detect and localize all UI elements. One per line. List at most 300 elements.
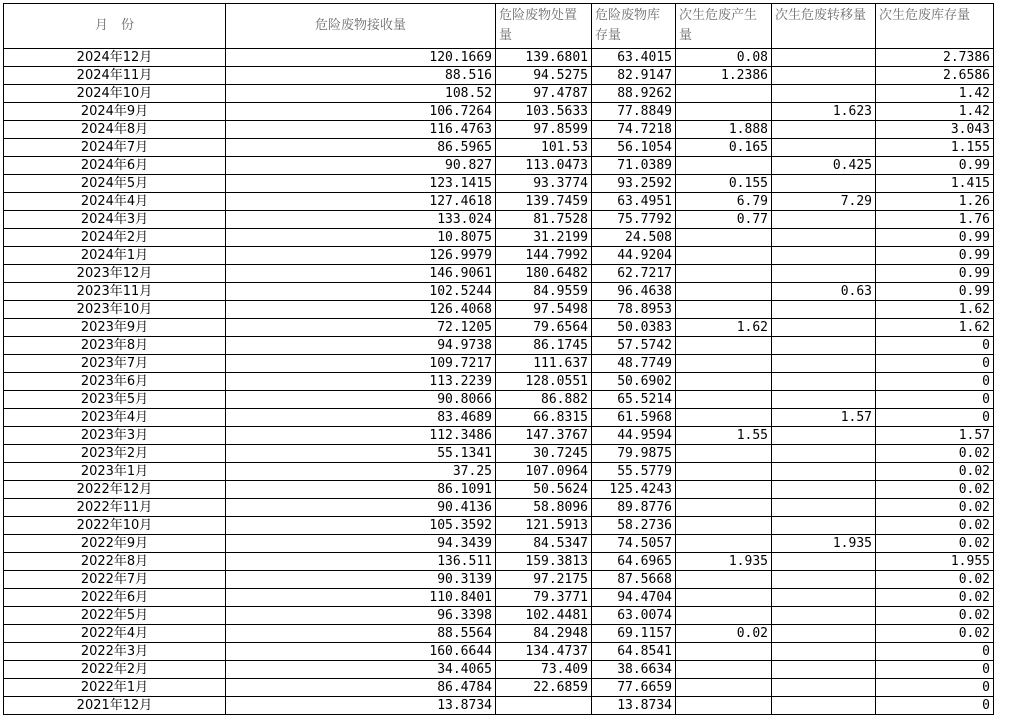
table-row bbox=[4, 319, 994, 337]
secondary-stock-cell[interactable]: 0.99 bbox=[876, 283, 994, 301]
disposed-cell[interactable]: 111.637 bbox=[496, 355, 592, 373]
disposed-cell[interactable]: 31.2199 bbox=[496, 229, 592, 247]
secondary-transferred-cell[interactable] bbox=[772, 499, 876, 517]
table-row bbox=[4, 589, 994, 607]
secondary-transferred-cell[interactable] bbox=[772, 139, 876, 157]
stock-cell[interactable]: 96.4638 bbox=[592, 283, 676, 301]
month-cell[interactable]: 2023年8月 bbox=[4, 337, 226, 355]
secondary-stock-cell[interactable]: 0 bbox=[876, 661, 994, 679]
received-cell[interactable]: 72.1205 bbox=[226, 319, 496, 337]
table-row bbox=[4, 139, 994, 157]
table-row bbox=[4, 157, 994, 175]
table-row bbox=[4, 121, 994, 139]
stock-cell[interactable]: 77.8849 bbox=[592, 103, 676, 121]
table-row bbox=[4, 409, 994, 427]
received-cell[interactable]: 90.827 bbox=[226, 157, 496, 175]
table-row bbox=[4, 283, 994, 301]
secondary-stock-cell[interactable]: 0.02 bbox=[876, 463, 994, 481]
secondary-generated-cell[interactable]: 1.888 bbox=[676, 121, 772, 139]
secondary-generated-cell[interactable] bbox=[676, 85, 772, 103]
received-cell[interactable]: 96.3398 bbox=[226, 607, 496, 625]
received-cell[interactable]: 120.1669 bbox=[226, 49, 496, 67]
received-cell[interactable]: 127.4618 bbox=[226, 193, 496, 211]
table-row bbox=[4, 607, 994, 625]
month-cell[interactable]: 2024年8月 bbox=[4, 121, 226, 139]
month-cell[interactable]: 2024年1月 bbox=[4, 247, 226, 265]
secondary-stock-cell[interactable]: 0.99 bbox=[876, 229, 994, 247]
header-disposed[interactable]: 危险废物处置量 bbox=[496, 4, 592, 49]
month-cell[interactable]: 2024年3月 bbox=[4, 211, 226, 229]
secondary-transferred-cell[interactable] bbox=[772, 391, 876, 409]
disposed-cell[interactable]: 94.5275 bbox=[496, 67, 592, 85]
month-cell[interactable]: 2024年10月 bbox=[4, 85, 226, 103]
table-row bbox=[4, 49, 994, 67]
secondary-stock-cell[interactable]: 0.02 bbox=[876, 499, 994, 517]
month-cell[interactable]: 2022年1月 bbox=[4, 679, 226, 697]
received-cell[interactable]: 136.511 bbox=[226, 553, 496, 571]
secondary-transferred-cell[interactable] bbox=[772, 67, 876, 85]
received-cell[interactable]: 112.3486 bbox=[226, 427, 496, 445]
received-cell[interactable]: 108.52 bbox=[226, 85, 496, 103]
stock-cell[interactable]: 63.4951 bbox=[592, 193, 676, 211]
received-cell[interactable]: 146.9061 bbox=[226, 265, 496, 283]
received-cell[interactable]: 13.8734 bbox=[226, 697, 496, 715]
stock-cell[interactable]: 93.2592 bbox=[592, 175, 676, 193]
month-cell[interactable]: 2023年9月 bbox=[4, 319, 226, 337]
stock-cell[interactable]: 74.7218 bbox=[592, 121, 676, 139]
secondary-transferred-cell[interactable] bbox=[772, 229, 876, 247]
disposed-cell[interactable] bbox=[496, 697, 592, 715]
secondary-generated-cell[interactable] bbox=[676, 697, 772, 715]
secondary-generated-cell[interactable]: 0.155 bbox=[676, 175, 772, 193]
secondary-transferred-cell[interactable] bbox=[772, 319, 876, 337]
secondary-transferred-cell[interactable] bbox=[772, 607, 876, 625]
secondary-generated-cell[interactable] bbox=[676, 283, 772, 301]
stock-cell[interactable]: 63.4015 bbox=[592, 49, 676, 67]
secondary-generated-cell[interactable] bbox=[676, 571, 772, 589]
disposed-cell[interactable]: 180.6482 bbox=[496, 265, 592, 283]
secondary-stock-cell[interactable]: 0 bbox=[876, 355, 994, 373]
received-cell[interactable]: 102.5244 bbox=[226, 283, 496, 301]
table-row bbox=[4, 643, 994, 661]
stock-cell[interactable]: 38.6634 bbox=[592, 661, 676, 679]
secondary-stock-cell[interactable]: 1.57 bbox=[876, 427, 994, 445]
month-cell[interactable]: 2024年11月 bbox=[4, 67, 226, 85]
secondary-transferred-cell[interactable] bbox=[772, 211, 876, 229]
month-cell[interactable]: 2024年2月 bbox=[4, 229, 226, 247]
disposed-cell[interactable]: 97.4787 bbox=[496, 85, 592, 103]
secondary-generated-cell[interactable] bbox=[676, 355, 772, 373]
month-cell[interactable]: 2023年7月 bbox=[4, 355, 226, 373]
table-row bbox=[4, 355, 994, 373]
table-row bbox=[4, 175, 994, 193]
table-row bbox=[4, 301, 994, 319]
received-cell[interactable]: 116.4763 bbox=[226, 121, 496, 139]
secondary-generated-cell[interactable] bbox=[676, 247, 772, 265]
secondary-transferred-cell[interactable] bbox=[772, 553, 876, 571]
header-row bbox=[4, 4, 994, 49]
disposed-cell[interactable]: 84.9559 bbox=[496, 283, 592, 301]
table-row bbox=[4, 481, 994, 499]
table-row bbox=[4, 103, 994, 121]
disposed-cell[interactable]: 139.7459 bbox=[496, 193, 592, 211]
secondary-generated-cell[interactable] bbox=[676, 103, 772, 121]
secondary-transferred-cell[interactable]: 1.57 bbox=[772, 409, 876, 427]
received-cell[interactable]: 123.1415 bbox=[226, 175, 496, 193]
secondary-generated-cell[interactable] bbox=[676, 265, 772, 283]
month-cell[interactable]: 2022年9月 bbox=[4, 535, 226, 553]
month-cell[interactable]: 2022年7月 bbox=[4, 571, 226, 589]
disposed-cell[interactable]: 79.6564 bbox=[496, 319, 592, 337]
month-cell[interactable]: 2023年10月 bbox=[4, 301, 226, 319]
month-cell[interactable]: 2023年1月 bbox=[4, 463, 226, 481]
secondary-stock-cell[interactable]: 3.043 bbox=[876, 121, 994, 139]
table-row bbox=[4, 67, 994, 85]
hazardous-waste-table bbox=[3, 3, 994, 715]
stock-cell[interactable]: 24.508 bbox=[592, 229, 676, 247]
secondary-transferred-cell[interactable] bbox=[772, 355, 876, 373]
stock-cell[interactable]: 55.5779 bbox=[592, 463, 676, 481]
secondary-transferred-cell[interactable] bbox=[772, 571, 876, 589]
month-cell[interactable]: 2021年12月 bbox=[4, 697, 226, 715]
month-cell[interactable]: 2022年11月 bbox=[4, 499, 226, 517]
table-row bbox=[4, 247, 994, 265]
month-cell[interactable]: 2022年4月 bbox=[4, 625, 226, 643]
secondary-stock-cell[interactable]: 0 bbox=[876, 409, 994, 427]
disposed-cell[interactable]: 144.7992 bbox=[496, 247, 592, 265]
secondary-transferred-cell[interactable]: 1.935 bbox=[772, 535, 876, 553]
disposed-cell[interactable]: 84.2948 bbox=[496, 625, 592, 643]
secondary-generated-cell[interactable]: 1.55 bbox=[676, 427, 772, 445]
received-cell[interactable]: 88.516 bbox=[226, 67, 496, 85]
disposed-cell[interactable]: 97.8599 bbox=[496, 121, 592, 139]
secondary-transferred-cell[interactable] bbox=[772, 121, 876, 139]
stock-cell[interactable]: 65.5214 bbox=[592, 391, 676, 409]
disposed-cell[interactable]: 113.0473 bbox=[496, 157, 592, 175]
secondary-stock-cell[interactable]: 0 bbox=[876, 679, 994, 697]
secondary-transferred-cell[interactable] bbox=[772, 337, 876, 355]
table-row bbox=[4, 571, 994, 589]
table-row bbox=[4, 463, 994, 481]
stock-cell[interactable]: 94.4704 bbox=[592, 589, 676, 607]
table-row bbox=[4, 211, 994, 229]
stock-cell[interactable]: 87.5668 bbox=[592, 571, 676, 589]
table-row bbox=[4, 337, 994, 355]
stock-cell[interactable]: 63.0074 bbox=[592, 607, 676, 625]
secondary-transferred-cell[interactable] bbox=[772, 481, 876, 499]
received-cell[interactable]: 105.3592 bbox=[226, 517, 496, 535]
secondary-transferred-cell[interactable]: 1.623 bbox=[772, 103, 876, 121]
secondary-stock-cell[interactable]: 1.26 bbox=[876, 193, 994, 211]
secondary-generated-cell[interactable] bbox=[676, 373, 772, 391]
secondary-stock-cell[interactable]: 1.42 bbox=[876, 85, 994, 103]
received-cell[interactable]: 160.6644 bbox=[226, 643, 496, 661]
received-cell[interactable]: 37.25 bbox=[226, 463, 496, 481]
received-cell[interactable]: 10.8075 bbox=[226, 229, 496, 247]
header-secondary-transferred[interactable]: 次生危废转移量 bbox=[772, 4, 876, 49]
secondary-generated-cell[interactable]: 0.08 bbox=[676, 49, 772, 67]
secondary-stock-cell[interactable]: 1.155 bbox=[876, 139, 994, 157]
secondary-generated-cell[interactable] bbox=[676, 481, 772, 499]
table-row bbox=[4, 661, 994, 679]
stock-cell[interactable]: 74.5057 bbox=[592, 535, 676, 553]
stock-cell[interactable]: 69.1157 bbox=[592, 625, 676, 643]
secondary-stock-cell[interactable]: 0.02 bbox=[876, 607, 994, 625]
disposed-cell[interactable]: 107.0964 bbox=[496, 463, 592, 481]
header-month[interactable]: 月 份 bbox=[4, 4, 226, 49]
secondary-stock-cell[interactable]: 0.02 bbox=[876, 571, 994, 589]
header-secondary-generated[interactable]: 次生危废产生量 bbox=[676, 4, 772, 49]
secondary-generated-cell[interactable] bbox=[676, 499, 772, 517]
secondary-transferred-cell[interactable]: 7.29 bbox=[772, 193, 876, 211]
stock-cell[interactable]: 79.9875 bbox=[592, 445, 676, 463]
secondary-stock-cell[interactable]: 0 bbox=[876, 373, 994, 391]
table-row bbox=[4, 535, 994, 553]
table-row bbox=[4, 427, 994, 445]
secondary-generated-cell[interactable] bbox=[676, 517, 772, 535]
secondary-generated-cell[interactable] bbox=[676, 337, 772, 355]
stock-cell[interactable]: 64.8541 bbox=[592, 643, 676, 661]
secondary-transferred-cell[interactable] bbox=[772, 697, 876, 715]
header-received[interactable]: 危险废物接收量 bbox=[226, 4, 496, 49]
secondary-transferred-cell[interactable] bbox=[772, 427, 876, 445]
secondary-transferred-cell[interactable] bbox=[772, 247, 876, 265]
secondary-transferred-cell[interactable] bbox=[772, 463, 876, 481]
table-row bbox=[4, 373, 994, 391]
month-cell[interactable]: 2023年12月 bbox=[4, 265, 226, 283]
secondary-transferred-cell[interactable] bbox=[772, 589, 876, 607]
secondary-stock-cell[interactable]: 0.02 bbox=[876, 481, 994, 499]
stock-cell[interactable]: 77.6659 bbox=[592, 679, 676, 697]
stock-cell[interactable]: 50.0383 bbox=[592, 319, 676, 337]
secondary-transferred-cell[interactable] bbox=[772, 265, 876, 283]
secondary-transferred-cell[interactable] bbox=[772, 643, 876, 661]
month-cell[interactable]: 2023年4月 bbox=[4, 409, 226, 427]
disposed-cell[interactable]: 93.3774 bbox=[496, 175, 592, 193]
received-cell[interactable]: 110.8401 bbox=[226, 589, 496, 607]
stock-cell[interactable]: 58.2736 bbox=[592, 517, 676, 535]
disposed-cell[interactable]: 159.3813 bbox=[496, 553, 592, 571]
disposed-cell[interactable]: 134.4737 bbox=[496, 643, 592, 661]
secondary-transferred-cell[interactable]: 0.425 bbox=[772, 157, 876, 175]
secondary-stock-cell[interactable]: 0.02 bbox=[876, 535, 994, 553]
month-cell[interactable]: 2024年12月 bbox=[4, 49, 226, 67]
received-cell[interactable]: 113.2239 bbox=[226, 373, 496, 391]
secondary-stock-cell[interactable]: 0.99 bbox=[876, 265, 994, 283]
received-cell[interactable]: 90.4136 bbox=[226, 499, 496, 517]
secondary-generated-cell[interactable]: 1.935 bbox=[676, 553, 772, 571]
stock-cell[interactable]: 57.5742 bbox=[592, 337, 676, 355]
secondary-generated-cell[interactable] bbox=[676, 643, 772, 661]
disposed-cell[interactable]: 66.8315 bbox=[496, 409, 592, 427]
stock-cell[interactable]: 82.9147 bbox=[592, 67, 676, 85]
stock-cell[interactable]: 125.4243 bbox=[592, 481, 676, 499]
table-row bbox=[4, 391, 994, 409]
disposed-cell[interactable]: 139.6801 bbox=[496, 49, 592, 67]
secondary-stock-cell[interactable]: 1.415 bbox=[876, 175, 994, 193]
secondary-generated-cell[interactable] bbox=[676, 229, 772, 247]
disposed-cell[interactable]: 102.4481 bbox=[496, 607, 592, 625]
secondary-transferred-cell[interactable] bbox=[772, 679, 876, 697]
table-row bbox=[4, 265, 994, 283]
secondary-generated-cell[interactable] bbox=[676, 679, 772, 697]
secondary-transferred-cell[interactable] bbox=[772, 517, 876, 535]
secondary-stock-cell[interactable]: 0 bbox=[876, 697, 994, 715]
month-cell[interactable]: 2023年6月 bbox=[4, 373, 226, 391]
stock-cell[interactable]: 56.1054 bbox=[592, 139, 676, 157]
secondary-stock-cell[interactable]: 1.955 bbox=[876, 553, 994, 571]
month-cell[interactable]: 2022年12月 bbox=[4, 481, 226, 499]
received-cell[interactable]: 88.5564 bbox=[226, 625, 496, 643]
stock-cell[interactable]: 62.7217 bbox=[592, 265, 676, 283]
stock-cell[interactable]: 71.0389 bbox=[592, 157, 676, 175]
disposed-cell[interactable]: 128.0551 bbox=[496, 373, 592, 391]
disposed-cell[interactable]: 84.5347 bbox=[496, 535, 592, 553]
month-cell[interactable]: 2023年11月 bbox=[4, 283, 226, 301]
secondary-stock-cell[interactable]: 0 bbox=[876, 337, 994, 355]
received-cell[interactable]: 133.024 bbox=[226, 211, 496, 229]
received-cell[interactable]: 90.3139 bbox=[226, 571, 496, 589]
disposed-cell[interactable]: 97.5498 bbox=[496, 301, 592, 319]
secondary-generated-cell[interactable]: 0.77 bbox=[676, 211, 772, 229]
received-cell[interactable]: 126.4068 bbox=[226, 301, 496, 319]
secondary-transferred-cell[interactable]: 0.63 bbox=[772, 283, 876, 301]
secondary-stock-cell[interactable]: 2.7386 bbox=[876, 49, 994, 67]
stock-cell[interactable]: 64.6965 bbox=[592, 553, 676, 571]
received-cell[interactable]: 86.5965 bbox=[226, 139, 496, 157]
received-cell[interactable]: 90.8066 bbox=[226, 391, 496, 409]
table-row bbox=[4, 697, 994, 715]
received-cell[interactable]: 106.7264 bbox=[226, 103, 496, 121]
secondary-generated-cell[interactable]: 0.165 bbox=[676, 139, 772, 157]
disposed-cell[interactable]: 50.5624 bbox=[496, 481, 592, 499]
disposed-cell[interactable]: 86.882 bbox=[496, 391, 592, 409]
disposed-cell[interactable]: 30.7245 bbox=[496, 445, 592, 463]
table-row bbox=[4, 679, 994, 697]
received-cell[interactable]: 86.4784 bbox=[226, 679, 496, 697]
secondary-generated-cell[interactable]: 1.62 bbox=[676, 319, 772, 337]
secondary-stock-cell[interactable]: 0.99 bbox=[876, 247, 994, 265]
month-cell[interactable]: 2024年7月 bbox=[4, 139, 226, 157]
secondary-transferred-cell[interactable] bbox=[772, 661, 876, 679]
secondary-stock-cell[interactable]: 0.02 bbox=[876, 517, 994, 535]
disposed-cell[interactable]: 22.6859 bbox=[496, 679, 592, 697]
stock-cell[interactable]: 13.8734 bbox=[592, 697, 676, 715]
received-cell[interactable]: 34.4065 bbox=[226, 661, 496, 679]
secondary-stock-cell[interactable]: 0 bbox=[876, 643, 994, 661]
month-cell[interactable]: 2024年6月 bbox=[4, 157, 226, 175]
stock-cell[interactable]: 44.9594 bbox=[592, 427, 676, 445]
disposed-cell[interactable]: 147.3767 bbox=[496, 427, 592, 445]
table-row bbox=[4, 193, 994, 211]
stock-cell[interactable]: 75.7792 bbox=[592, 211, 676, 229]
received-cell[interactable]: 94.9738 bbox=[226, 337, 496, 355]
stock-cell[interactable]: 61.5968 bbox=[592, 409, 676, 427]
received-cell[interactable]: 94.3439 bbox=[226, 535, 496, 553]
secondary-generated-cell[interactable] bbox=[676, 607, 772, 625]
secondary-stock-cell[interactable]: 2.6586 bbox=[876, 67, 994, 85]
month-cell[interactable]: 2022年8月 bbox=[4, 553, 226, 571]
stock-cell[interactable]: 48.7749 bbox=[592, 355, 676, 373]
month-cell[interactable]: 2022年10月 bbox=[4, 517, 226, 535]
stock-cell[interactable]: 89.8776 bbox=[592, 499, 676, 517]
secondary-transferred-cell[interactable] bbox=[772, 85, 876, 103]
secondary-transferred-cell[interactable] bbox=[772, 373, 876, 391]
secondary-stock-cell[interactable]: 0.02 bbox=[876, 589, 994, 607]
received-cell[interactable]: 55.1341 bbox=[226, 445, 496, 463]
month-cell[interactable]: 2024年4月 bbox=[4, 193, 226, 211]
stock-cell[interactable]: 78.8953 bbox=[592, 301, 676, 319]
disposed-cell[interactable]: 101.53 bbox=[496, 139, 592, 157]
secondary-stock-cell[interactable]: 1.76 bbox=[876, 211, 994, 229]
secondary-generated-cell[interactable] bbox=[676, 445, 772, 463]
secondary-transferred-cell[interactable] bbox=[772, 175, 876, 193]
disposed-cell[interactable]: 81.7528 bbox=[496, 211, 592, 229]
stock-cell[interactable]: 50.6902 bbox=[592, 373, 676, 391]
secondary-stock-cell[interactable]: 1.62 bbox=[876, 319, 994, 337]
stock-cell[interactable]: 44.9204 bbox=[592, 247, 676, 265]
header-stock[interactable]: 危险废物库存量 bbox=[592, 4, 676, 49]
month-cell[interactable]: 2022年6月 bbox=[4, 589, 226, 607]
secondary-generated-cell[interactable] bbox=[676, 301, 772, 319]
month-cell[interactable]: 2023年3月 bbox=[4, 427, 226, 445]
secondary-generated-cell[interactable] bbox=[676, 661, 772, 679]
disposed-cell[interactable]: 121.5913 bbox=[496, 517, 592, 535]
secondary-generated-cell[interactable] bbox=[676, 589, 772, 607]
secondary-stock-cell[interactable]: 0.02 bbox=[876, 445, 994, 463]
secondary-stock-cell[interactable]: 0.99 bbox=[876, 157, 994, 175]
secondary-stock-cell[interactable]: 0 bbox=[876, 391, 994, 409]
received-cell[interactable]: 109.7217 bbox=[226, 355, 496, 373]
secondary-generated-cell[interactable]: 6.79 bbox=[676, 193, 772, 211]
disposed-cell[interactable]: 103.5633 bbox=[496, 103, 592, 121]
table-row bbox=[4, 229, 994, 247]
disposed-cell[interactable]: 86.1745 bbox=[496, 337, 592, 355]
disposed-cell[interactable]: 97.2175 bbox=[496, 571, 592, 589]
secondary-generated-cell[interactable] bbox=[676, 463, 772, 481]
secondary-stock-cell[interactable]: 1.42 bbox=[876, 103, 994, 121]
month-cell[interactable]: 2022年2月 bbox=[4, 661, 226, 679]
received-cell[interactable]: 86.1091 bbox=[226, 481, 496, 499]
stock-cell[interactable]: 88.9262 bbox=[592, 85, 676, 103]
month-cell[interactable]: 2024年5月 bbox=[4, 175, 226, 193]
secondary-generated-cell[interactable] bbox=[676, 391, 772, 409]
secondary-transferred-cell[interactable] bbox=[772, 445, 876, 463]
month-cell[interactable]: 2022年3月 bbox=[4, 643, 226, 661]
month-cell[interactable]: 2022年5月 bbox=[4, 607, 226, 625]
month-cell[interactable]: 2023年2月 bbox=[4, 445, 226, 463]
secondary-generated-cell[interactable]: 1.2386 bbox=[676, 67, 772, 85]
received-cell[interactable]: 83.4689 bbox=[226, 409, 496, 427]
disposed-cell[interactable]: 79.3771 bbox=[496, 589, 592, 607]
secondary-generated-cell[interactable] bbox=[676, 157, 772, 175]
disposed-cell[interactable]: 73.409 bbox=[496, 661, 592, 679]
secondary-transferred-cell[interactable] bbox=[772, 301, 876, 319]
secondary-generated-cell[interactable] bbox=[676, 535, 772, 553]
table-row bbox=[4, 625, 994, 643]
secondary-transferred-cell[interactable] bbox=[772, 625, 876, 643]
secondary-generated-cell[interactable] bbox=[676, 409, 772, 427]
secondary-generated-cell[interactable]: 0.02 bbox=[676, 625, 772, 643]
month-cell[interactable]: 2023年5月 bbox=[4, 391, 226, 409]
secondary-stock-cell[interactable]: 1.62 bbox=[876, 301, 994, 319]
header-secondary-stock[interactable]: 次生危废库存量 bbox=[876, 4, 994, 49]
secondary-transferred-cell[interactable] bbox=[772, 49, 876, 67]
secondary-stock-cell[interactable]: 0.02 bbox=[876, 625, 994, 643]
received-cell[interactable]: 126.9979 bbox=[226, 247, 496, 265]
month-cell[interactable]: 2024年9月 bbox=[4, 103, 226, 121]
disposed-cell[interactable]: 58.8096 bbox=[496, 499, 592, 517]
